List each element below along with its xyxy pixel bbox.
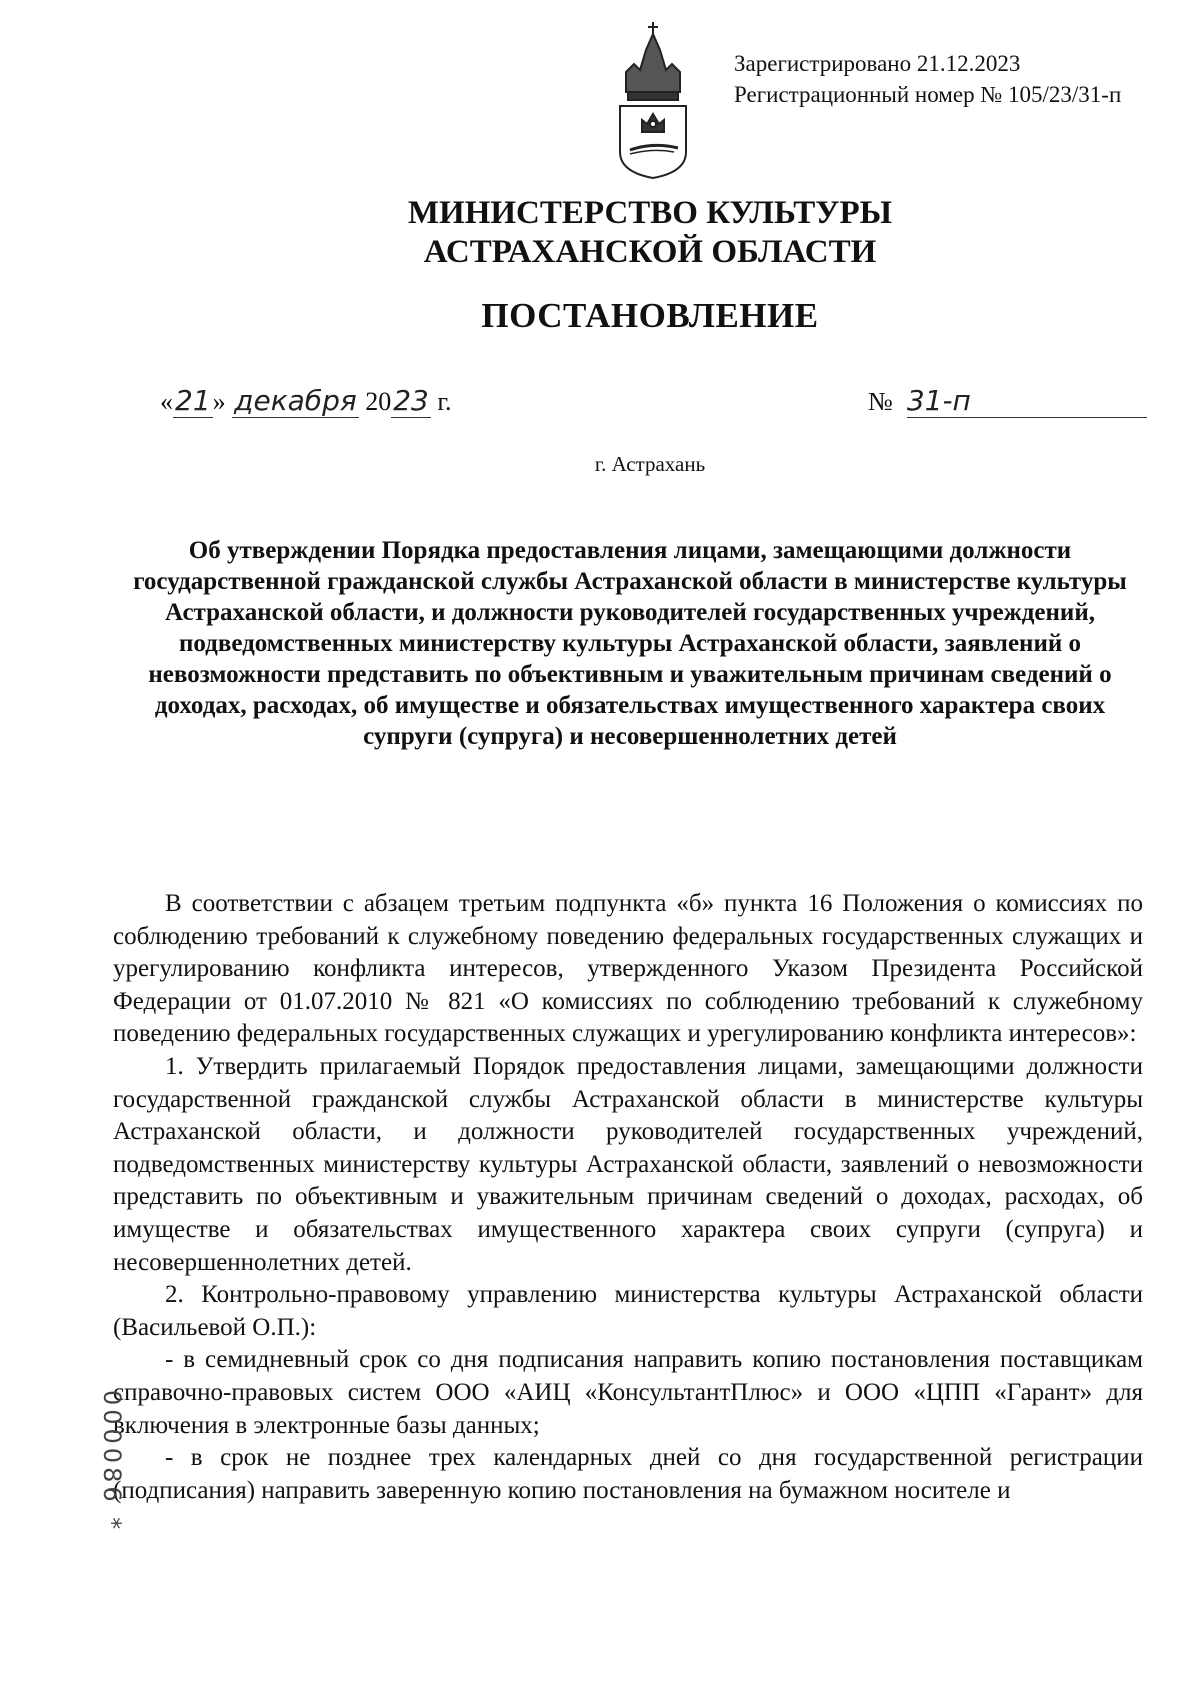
side-serial-stamp: [42, 1320, 126, 1534]
number-value: 31-п: [907, 384, 1147, 418]
document-subject: Об утверждении Порядка предоставления лицами, замещающими должности государственной гражданской службы Астраханской области в министерстве культуры Астраханской области, и должности руководителей государственных учреждений, подведомственных министерству культуры Астраханской области, заявлений о невозможности представить по объективным и уважительным причинам сведений о доходах, расходах, об имуществе и обязательствах имущественного характера своих супруги (супруга) и несовершеннолетних детей: [133, 537, 1127, 750]
body-paragraph-item-2: 2. Контрольно-правовому управлению министерства культуры Астраханской области (Васильевой О.П.):: [113, 1281, 1143, 1341]
document-type: ПОСТАНОВЛЕНИЕ: [481, 296, 819, 335]
coat-of-arms-emblem: [612, 20, 694, 180]
ministry-title: [0, 194, 1200, 272]
registration-number: Регистрационный номер № 105/23/31-п: [734, 82, 1122, 107]
registration-date: Зарегистрировано 21.12.2023: [734, 51, 1021, 76]
number-label: №: [868, 387, 893, 416]
date-month: декабря: [234, 384, 357, 417]
body-paragraph-item-2-sub-2: - в срок не позднее трех календарных дней со дня государственной регистрации (подписания) направить заверенную копию постановления на бумажном носителе и: [113, 1444, 1143, 1504]
date-year-prefix: 20: [365, 387, 392, 416]
astrakhan-coat-of-arms-icon: [612, 20, 694, 180]
body-paragraph-item-1: 1. Утвердить прилагаемый Порядок предоставления лицами, замещающими должности государственной гражданской службы Астраханской области в министерстве культуры Астраханской области, и должности руководителей государственных учреждений, подведомственных министерству культуры Астраханской области, заявлений о невозможности представить по объективным и уважительным причинам сведений о доходах, расходах, об имуществе и обязательствах имущественного характера своих супруги (супруга) и несовершеннолетних детей.: [113, 1052, 1143, 1276]
ministry-title-line2: АСТРАХАНСКОЙ ОБЛАСТИ: [423, 234, 877, 270]
body-paragraph-preamble: В соответствии с абзацем третьим подпункта «б» пункта 16 Положения о комиссиях по соблюдению требований к служебному поведению федеральных государственных служащих и урегулированию конфликта интересов, утвержденного Указом Президента Российской Федерации от 01.07.2010 № 821 «О комиссиях по соблюдению требований к служебному поведению федеральных государственных служащих и урегулированию конфликта интересов»:: [113, 890, 1143, 1048]
date-suffix: г.: [437, 387, 452, 416]
document-date: [160, 384, 452, 418]
document-body: [113, 888, 1143, 1507]
city: г. Астрахань: [594, 452, 706, 476]
ministry-title-line1: МИНИСТЕРСТВО КУЛЬТУРЫ: [407, 195, 893, 231]
date-close-quote: »: [212, 387, 226, 416]
registration-stamp: [734, 48, 1121, 110]
body-paragraph-item-2-sub-1: - в семидневный срок со дня подписания направить копию постановления поставщикам справочно-правовых систем ООО «АИЦ «КонсультантПлюс» и ООО «ЦПП «Гарант» для включения в электронные базы данных;: [113, 1346, 1143, 1439]
date-day: 21: [175, 384, 211, 417]
date-open-quote: «: [160, 387, 173, 416]
date-year-suffix: 23: [393, 384, 429, 417]
document-number: [868, 384, 1147, 418]
side-serial-number: 000086 *: [98, 1390, 126, 1534]
